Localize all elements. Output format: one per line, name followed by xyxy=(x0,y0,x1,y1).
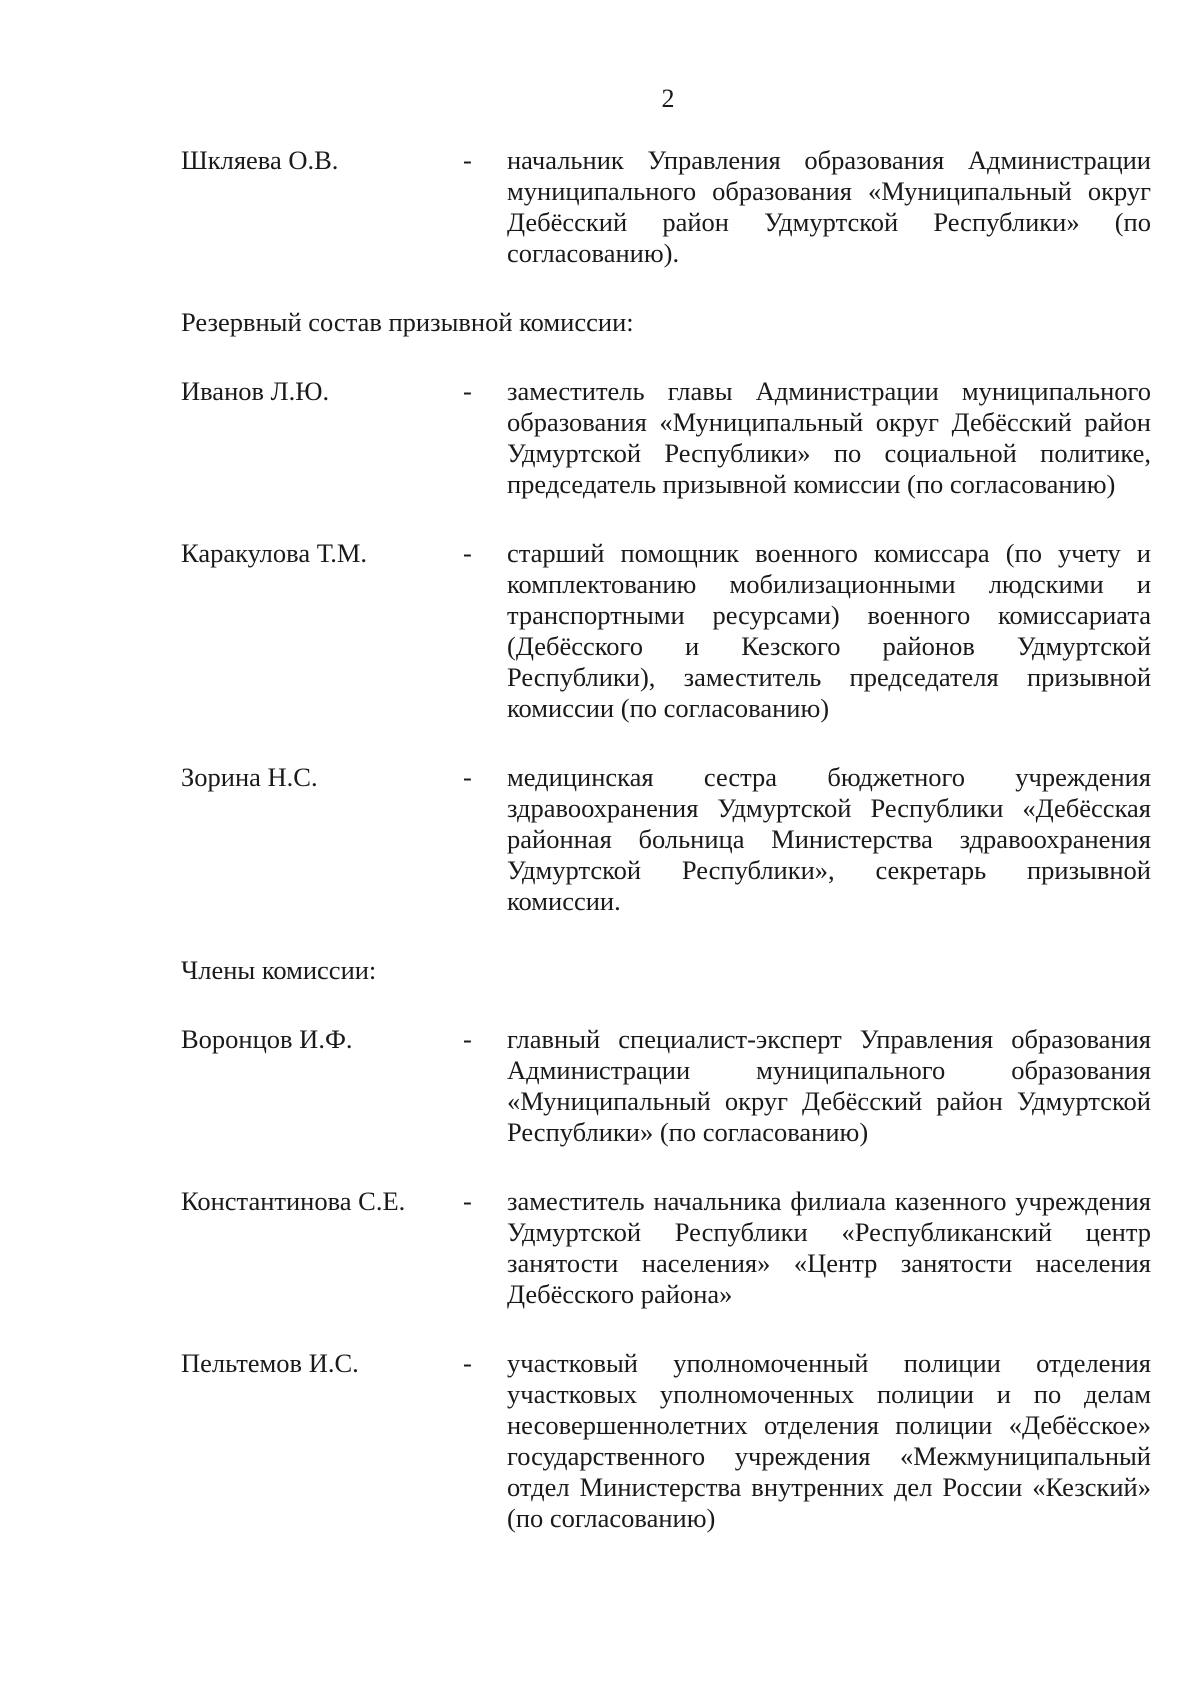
person-position: начальник Управления образования Администрации муниципального образования «Муниципальный округ Дебёсский район Удмуртской Республики» (по согласованию). xyxy=(507,145,1151,268)
dash-separator: - xyxy=(463,538,472,568)
person-position: главный специалист-эксперт Управления образования Администрации муниципального образования «Муниципальный округ Дебёсский район Удмуртской Республики» (по согласованию) xyxy=(507,1024,1151,1147)
members-heading: Члены комиссии: xyxy=(181,955,377,985)
person-entry xyxy=(181,762,1151,917)
person-entry xyxy=(181,1024,1151,1148)
person-name: Иванов Л.Ю. xyxy=(181,376,330,406)
person-position: заместитель начальника филиала казенного учреждения Удмуртской Республики «Республиканский центр занятости населения» «Центр занятости населения Дебёсского района» xyxy=(507,1186,1151,1309)
page-number: 2 xyxy=(661,84,675,113)
reserve-heading: Резервный состав призывной комиссии: xyxy=(181,307,634,337)
dash-separator: - xyxy=(463,762,472,792)
person-entry xyxy=(181,145,1151,269)
person-name: Константинова С.Е. xyxy=(181,1186,406,1216)
person-entry xyxy=(181,538,1151,724)
person-name: Шкляева О.В. xyxy=(181,145,339,175)
person-position: заместитель главы Администрации муниципального образования «Муниципальный округ Дебёсский район Удмуртской Республики» по социальной политике, председатель призывной комиссии (по согласованию) xyxy=(507,376,1151,499)
person-name: Каракулова Т.М. xyxy=(181,538,368,568)
person-entry xyxy=(181,1348,1151,1534)
dash-separator: - xyxy=(463,1186,472,1216)
dash-separator: - xyxy=(463,145,472,175)
person-position: старший помощник военного комиссара (по учету и комплектованию мобилизационными людскими и транспортными ресурсами) военного комиссариата (Дебёсского и Кезского районов Удмуртской Республики), заместитель председателя призывной комиссии (по согласованию) xyxy=(507,538,1151,723)
person-name: Пельтемов И.С. xyxy=(181,1348,359,1378)
person-position: медицинская сестра бюджетного учреждения здравоохранения Удмуртской Республики «Дебёсская районная больница Министерства здравоохранения Удмуртской Республики», секретарь призывной комиссии. xyxy=(507,762,1151,916)
person-name: Зорина Н.С. xyxy=(181,762,318,792)
person-entry xyxy=(181,1186,1151,1310)
dash-separator: - xyxy=(463,376,472,406)
dash-separator: - xyxy=(463,1348,472,1378)
person-name: Воронцов И.Ф. xyxy=(181,1024,353,1054)
document-body xyxy=(181,145,1151,1534)
dash-separator: - xyxy=(463,1024,472,1054)
person-entry xyxy=(181,376,1151,500)
person-position: участковый уполномоченный полиции отделения участковых уполномоченных полиции и по делам несовершеннолетних отделения полиции «Дебёсское» государственного учреждения «Межмуниципальный отдел Министерства внутренних дел России «Кезский» (по согласованию) xyxy=(507,1348,1151,1533)
